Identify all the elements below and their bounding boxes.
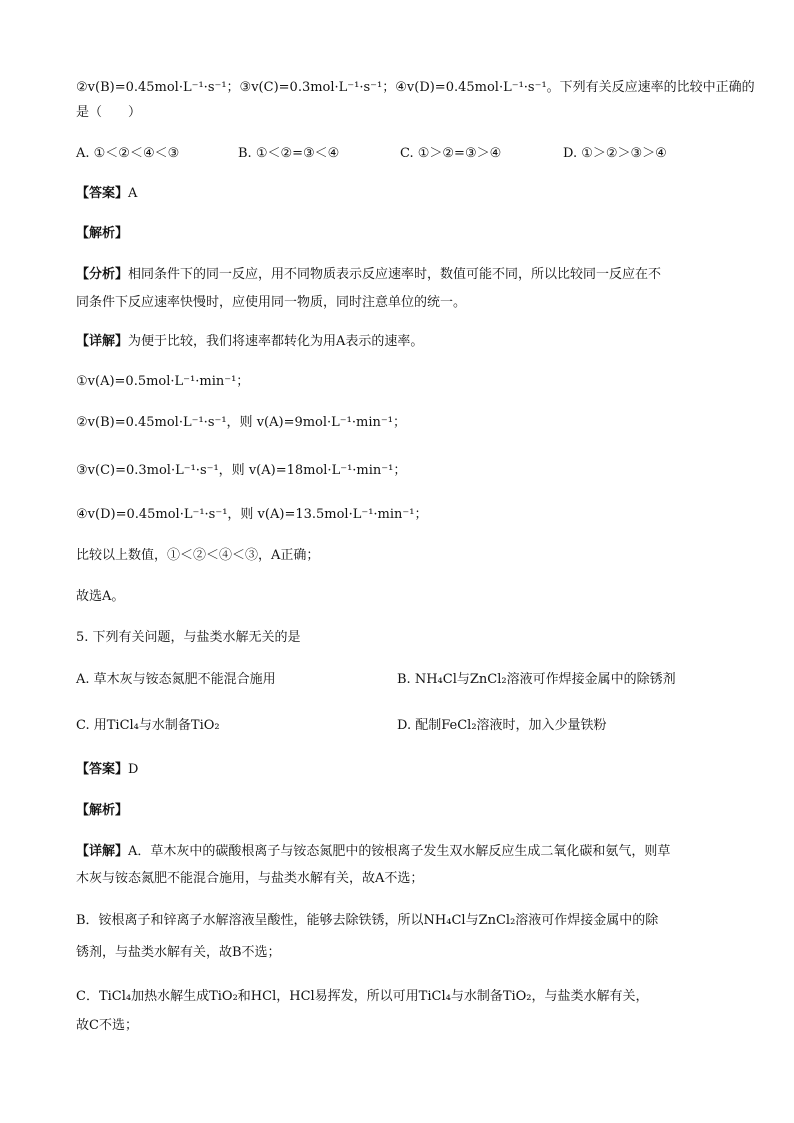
q4-step3: ③v(C)=0.3mol·L⁻¹·s⁻¹，则 v(A)=18mol·L⁻¹·min⁻¹； — [76, 463, 407, 478]
q5-stem: 5. 下列有关问题，与盐类水解无关的是 — [76, 630, 301, 645]
q4-detail-intro: 为便于比较，我们将速率都转化为用A表示的速率。 — [128, 334, 424, 349]
q4-fenxi-line2: 同条件下反应速率快慢时，应使用同一物质，同时注意单位的统一。 — [76, 295, 467, 310]
q5-detail-b-line1: B．铵根离子和锌离子水解溶液呈酸性，能够去除铁锈，所以NH₄Cl与ZnCl₂溶液可作焊接金属中的除 — [76, 913, 659, 928]
q5-detail-c-line1: C．TiCl₄加热水解生成TiO₂和HCl，HCl易挥发，所以可用TiCl₄与水制备TiO₂，与盐类水解有关， — [76, 989, 649, 1004]
q4-option-a: A. ①＜②＜④＜③ — [76, 146, 180, 161]
q4-answer-value: A — [128, 186, 138, 201]
q4-analysis-label: 【解析】 — [76, 226, 129, 241]
q5-option-a: A. 草木灰与铵态氮肥不能混合施用 — [76, 672, 276, 687]
q5-detail-a-text1: A．草木灰中的碳酸根离子与铵态氮肥中的铵根离子发生双水解反应生成二氧化碳和氨气，则草 — [128, 844, 671, 859]
q4-answer-label: 【答案】 — [76, 186, 129, 201]
q5-answer — [76, 760, 138, 780]
q5-answer-label: 【答案】 — [76, 762, 129, 777]
q4-step2: ②v(B)=0.45mol·L⁻¹·s⁻¹，则 v(A)=9mol·L⁻¹·min⁻¹； — [76, 415, 406, 430]
q5-answer-value: D — [128, 762, 139, 777]
q5-detail-b-line2: 锈剂，与盐类水解有关，故B不选； — [76, 945, 281, 960]
q5-analysis-label: 【解析】 — [76, 803, 129, 818]
q4-option-c: C. ①＞②=③＞④ — [400, 146, 502, 161]
q4-stem-line2: 是（ ） — [76, 105, 142, 120]
q5-option-d: D. 配制FeCl₂溶液时，加入少量铁粉 — [397, 718, 607, 733]
q4-compare: 比较以上数值，①＜②＜④＜③，A正确； — [76, 548, 320, 563]
q4-detail-label: 【详解】 — [76, 334, 129, 349]
q4-step1: ①v(A)=0.5mol·L⁻¹·min⁻¹； — [76, 374, 250, 389]
q4-fenxi-label: 【分析】 — [76, 267, 129, 282]
q4-stem-line1: ②v(B)=0.45mol·L⁻¹·s⁻¹；③v(C)=0.3mol·L⁻¹·s⁻¹；④v(D)=0.45mol·L⁻¹·s⁻¹。下列有关反应速率的比较中正确的 — [76, 80, 755, 95]
q5-option-c: C. 用TiCl₄与水制备TiO₂ — [76, 718, 220, 733]
q4-detail-intro-line — [76, 332, 423, 352]
q4-answer — [76, 184, 137, 204]
q4-option-b: B. ①＜②=③＜④ — [238, 146, 340, 161]
q5-option-b: B. NH₄Cl与ZnCl₂溶液可作焊接金属中的除锈剂 — [397, 672, 676, 687]
q5-detail-a-line1 — [76, 842, 670, 862]
q4-option-d: D. ①＞②＞③＞④ — [563, 146, 667, 161]
q5-detail-a-line2: 木灰与铵态氮肥不能混合施用，与盐类水解有关，故A不选； — [76, 871, 424, 886]
q4-fenxi-text1: 相同条件下的同一反应，用不同物质表示反应速率时，数值可能不同，所以比较同一反应在不 — [128, 267, 662, 282]
q5-detail-label: 【详解】 — [76, 844, 129, 859]
q4-fenxi-line1 — [76, 265, 661, 285]
q4-step4: ④v(D)=0.45mol·L⁻¹·s⁻¹，则 v(A)=13.5mol·L⁻¹·min⁻¹； — [76, 507, 428, 522]
q4-choose: 故选A。 — [76, 589, 125, 604]
q5-detail-c-line2: 故C不选； — [76, 1018, 138, 1033]
